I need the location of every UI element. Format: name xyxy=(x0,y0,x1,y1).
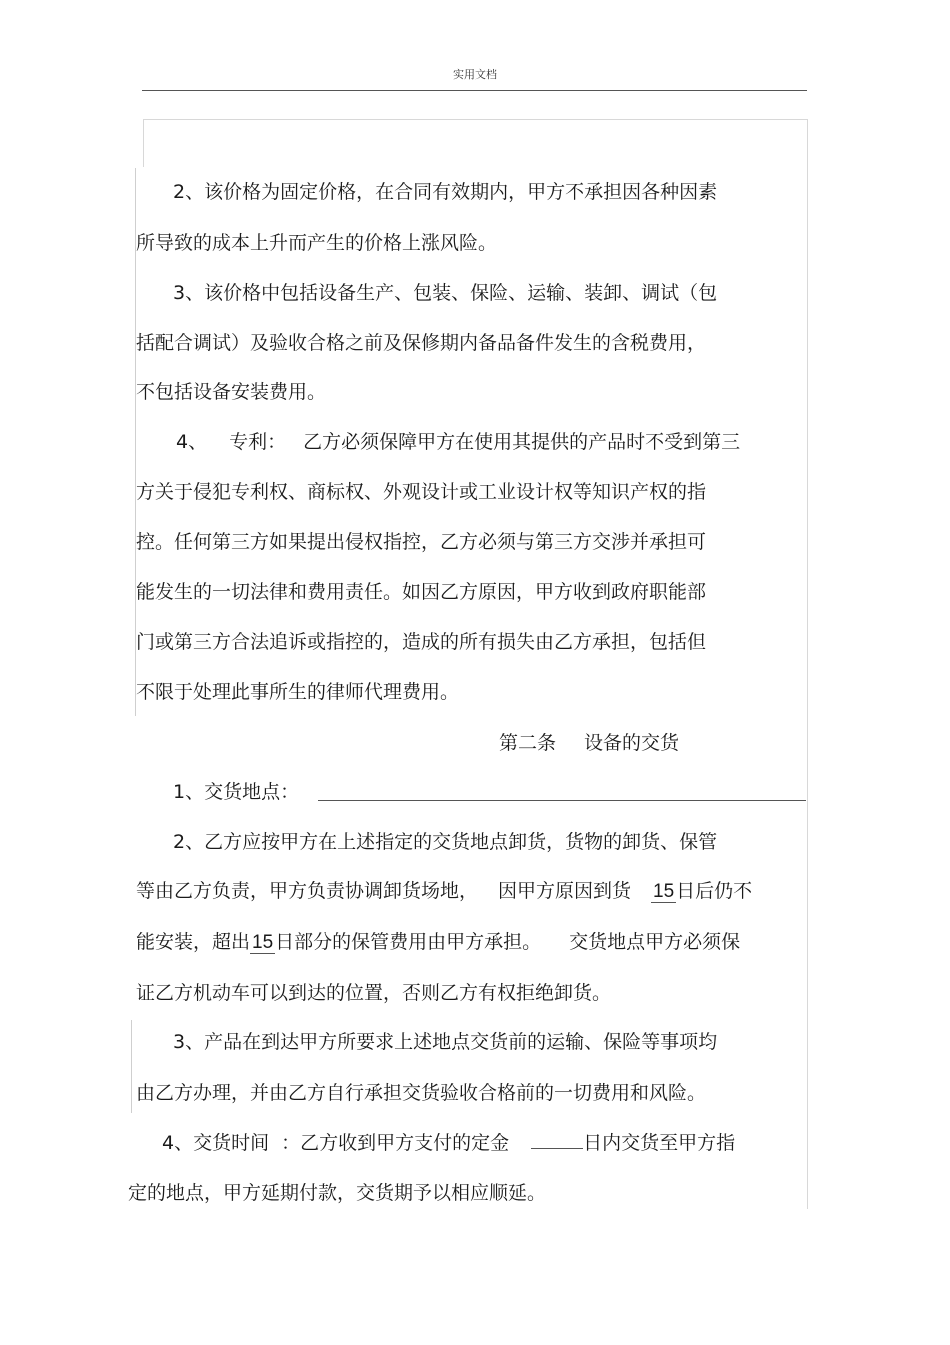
frame-border-left xyxy=(143,119,144,167)
clause-2-line-1: 2、该价格为固定价格，在合同有效期内，甲方不承担因各种因素 xyxy=(173,181,718,203)
delivery-2-text: 等由乙方负责，甲方负责协调卸货场地， xyxy=(136,880,479,902)
deposit-days-blank xyxy=(531,1130,583,1149)
clause-4-label: 专利： xyxy=(229,431,287,453)
delivery-4-colon: ： xyxy=(281,1132,301,1154)
section-title: 设备的交货 xyxy=(584,732,680,754)
delivery-2-line-1: 2、乙方应按甲方在上述指定的交货地点卸货，货物的卸货、保管 xyxy=(173,831,718,853)
delivery-3-line-2: 由乙方办理，并由乙方自行承担交货验收合格前的一切费用和风险。 xyxy=(136,1082,707,1104)
delivery-2-line-2 xyxy=(136,879,752,904)
delivery-4-label: 4、交货时间 xyxy=(162,1132,270,1154)
storage-days-value: 15 xyxy=(252,932,274,953)
delivery-2-text: 日部分的保管费用由甲方承担。 xyxy=(275,931,542,953)
delivery-2-text: 交货地点甲方必须保 xyxy=(569,931,741,953)
delivery-1-label: 1、交货地点： xyxy=(173,781,300,803)
delivery-4-text: 乙方收到甲方支付的定金 xyxy=(300,1132,510,1154)
delivery-2-text: 能安装，超出 xyxy=(136,931,251,953)
clause-4-line-3: 控。任何第三方如果提出侵权指控，乙方必须与第三方交涉并承担可 xyxy=(136,531,707,553)
clause-4-line-6: 不限于处理此事所生的律师代理费用。 xyxy=(136,681,460,703)
section-article: 第二条 xyxy=(499,732,557,754)
section-heading xyxy=(499,731,679,755)
clause-4-line-5: 门或第三方合法追诉或指控的，造成的所有损失由乙方承担，包括但 xyxy=(136,631,707,653)
delivery-4-line-1 xyxy=(162,1130,735,1155)
clause-4-text: 乙方必须保障甲方在使用其提供的产品时不受到第三 xyxy=(303,431,741,453)
delivery-3-line-1: 3、产品在到达甲方所要求上述地点交货前的运输、保险等事项均 xyxy=(173,1031,718,1053)
page-header: 实用文档 xyxy=(453,68,497,81)
header-rule xyxy=(142,90,807,91)
delivery-2-line-3 xyxy=(136,930,740,955)
delivery-4-line-2: 定的地点，甲方延期付款，交货期予以相应顺延。 xyxy=(128,1182,547,1204)
frame-border-right xyxy=(807,119,808,1209)
clause-4-line-4: 能发生的一切法律和费用责任。如因乙方原因，甲方收到政府职能部 xyxy=(136,581,707,603)
clause-3-line-2: 括配合调试）及验收合格之前及保修期内备品备件发生的含税费用， xyxy=(136,332,707,354)
delivery-days-value: 15 xyxy=(653,881,675,902)
clause-4-line-2: 方关于侵犯专利权、商标权、外观设计或工业设计权等知识产权的指 xyxy=(136,481,707,503)
frame-border-top xyxy=(143,119,807,120)
clause-3-line-1: 3、该价格中包括设备生产、包装、保险、运输、装卸、调试（包 xyxy=(173,282,718,304)
delivery-2-line-4: 证乙方机动车可以到达的位置，否则乙方有权拒绝卸货。 xyxy=(136,982,612,1004)
clause-4-number: 4、 xyxy=(176,431,208,453)
frame-border-left xyxy=(131,1020,132,1113)
clause-2-line-2: 所导致的成本上升而产生的价格上涨风险。 xyxy=(136,232,498,254)
delivery-2-text: 因甲方原因到货 xyxy=(498,880,632,902)
clause-4-line-1 xyxy=(176,430,740,454)
delivery-location-blank xyxy=(318,800,806,801)
delivery-4-text: 日内交货至甲方指 xyxy=(583,1132,736,1154)
clause-3-line-3: 不包括设备安装费用。 xyxy=(136,381,327,403)
delivery-2-text: 日后仍不 xyxy=(676,880,753,902)
